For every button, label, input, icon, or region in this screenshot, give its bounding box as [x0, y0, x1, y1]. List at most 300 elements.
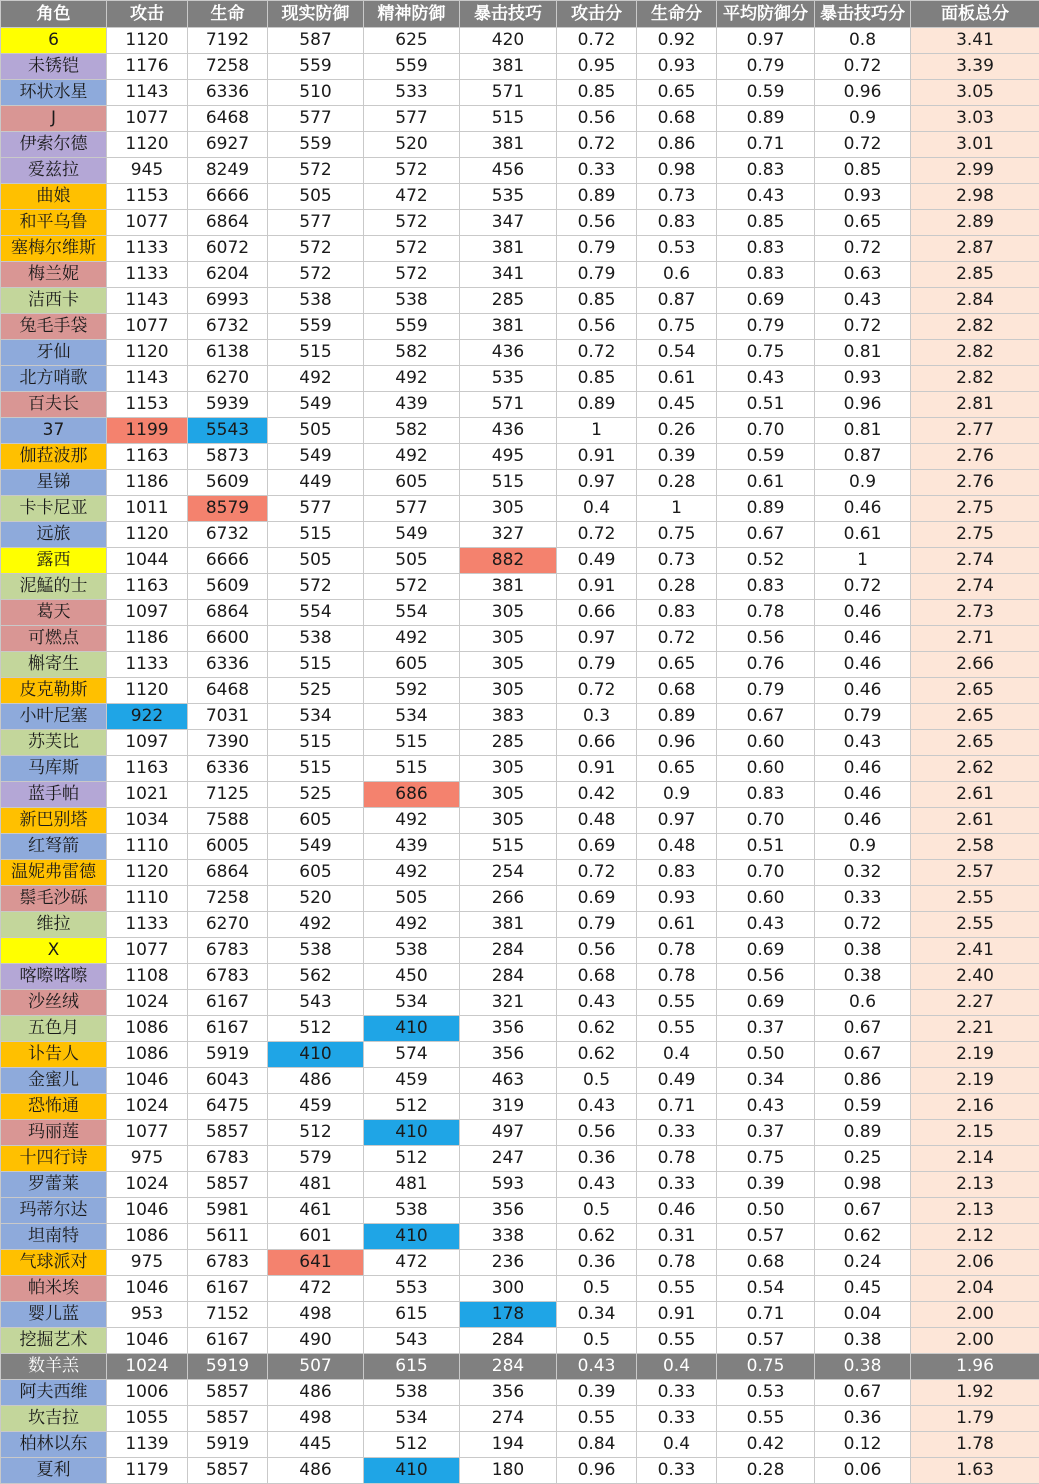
- cell-mental-def: 410: [364, 1224, 460, 1250]
- cell-hp-score: 0.33: [637, 1458, 717, 1484]
- table-row: [1, 288, 1039, 314]
- cell-attack: 1046: [107, 1068, 188, 1094]
- cell-crit-tech: 515: [460, 834, 557, 860]
- cell-crit-tech: 436: [460, 418, 557, 444]
- cell-avg-def-score: 0.76: [717, 652, 815, 678]
- cell-crit-tech: 194: [460, 1432, 557, 1458]
- cell-attack-score: 0.36: [557, 1250, 637, 1276]
- cell-hp-score: 0.61: [637, 912, 717, 938]
- cell-hp-score: 0.97: [637, 808, 717, 834]
- cell-crit-tech-score: 0.46: [815, 496, 911, 522]
- cell-hp-score: 0.87: [637, 288, 717, 314]
- cell-total-score: 2.84: [911, 288, 1039, 314]
- cell-reality-def: 641: [268, 1250, 364, 1276]
- table-row: [1, 964, 1039, 990]
- cell-hp: 7588: [188, 808, 268, 834]
- table-row: [1, 184, 1039, 210]
- cell-hp-score: 0.6: [637, 262, 717, 288]
- cell-attack: 1186: [107, 470, 188, 496]
- cell-reality-def: 505: [268, 184, 364, 210]
- cell-mental-def: 492: [364, 366, 460, 392]
- cell-attack: 1110: [107, 886, 188, 912]
- table-row: [1, 782, 1039, 808]
- cell-attack: 1097: [107, 600, 188, 626]
- cell-reality-def: 512: [268, 1120, 364, 1146]
- cell-crit-tech: 178: [460, 1302, 557, 1328]
- cell-avg-def-score: 0.69: [717, 938, 815, 964]
- cell-total-score: 3.03: [911, 106, 1039, 132]
- cell-hp-score: 0.83: [637, 860, 717, 886]
- cell-hp-score: 0.78: [637, 938, 717, 964]
- cell-crit-tech: 383: [460, 704, 557, 730]
- cell-character: 婴儿蓝: [1, 1302, 107, 1328]
- cell-hp-score: 0.28: [637, 574, 717, 600]
- cell-attack-score: 0.68: [557, 964, 637, 990]
- cell-hp-score: 0.28: [637, 470, 717, 496]
- cell-total-score: 2.61: [911, 808, 1039, 834]
- cell-crit-tech: 381: [460, 236, 557, 262]
- cell-crit-tech: 338: [460, 1224, 557, 1250]
- cell-total-score: 2.61: [911, 782, 1039, 808]
- cell-mental-def: 512: [364, 1146, 460, 1172]
- cell-mental-def: 512: [364, 1432, 460, 1458]
- cell-attack-score: 0.89: [557, 184, 637, 210]
- cell-crit-tech: 284: [460, 1354, 557, 1380]
- cell-attack: 1086: [107, 1224, 188, 1250]
- cell-hp: 6270: [188, 912, 268, 938]
- cell-hp: 6993: [188, 288, 268, 314]
- cell-crit-tech: 341: [460, 262, 557, 288]
- table-row: [1, 600, 1039, 626]
- cell-crit-tech-score: 0.93: [815, 366, 911, 392]
- cell-total-score: 2.13: [911, 1198, 1039, 1224]
- cell-character: 玛丽莲: [1, 1120, 107, 1146]
- cell-crit-tech: 356: [460, 1042, 557, 1068]
- cell-mental-def: 538: [364, 1198, 460, 1224]
- table-row: [1, 496, 1039, 522]
- cell-hp-score: 0.92: [637, 28, 717, 54]
- cell-hp-score: 0.33: [637, 1172, 717, 1198]
- header-reality-def: 现实防御: [268, 1, 364, 28]
- table-row: [1, 1224, 1039, 1250]
- cell-crit-tech: 305: [460, 626, 557, 652]
- cell-crit-tech: 456: [460, 158, 557, 184]
- cell-hp: 5611: [188, 1224, 268, 1250]
- cell-crit-tech: 254: [460, 860, 557, 886]
- cell-hp: 6783: [188, 1146, 268, 1172]
- cell-crit-tech-score: 0.04: [815, 1302, 911, 1328]
- cell-attack: 1024: [107, 990, 188, 1016]
- cell-crit-tech-score: 0.45: [815, 1276, 911, 1302]
- table-row: [1, 1458, 1039, 1484]
- cell-crit-tech: 284: [460, 938, 557, 964]
- cell-avg-def-score: 0.75: [717, 340, 815, 366]
- cell-hp-score: 0.83: [637, 600, 717, 626]
- cell-hp: 5609: [188, 574, 268, 600]
- cell-character: 槲寄生: [1, 652, 107, 678]
- cell-crit-tech: 305: [460, 808, 557, 834]
- cell-crit-tech: 284: [460, 1328, 557, 1354]
- cell-crit-tech: 247: [460, 1146, 557, 1172]
- table-row: [1, 340, 1039, 366]
- table-row: [1, 236, 1039, 262]
- table-row: [1, 1406, 1039, 1432]
- cell-attack: 975: [107, 1146, 188, 1172]
- cell-crit-tech: 356: [460, 1198, 557, 1224]
- cell-avg-def-score: 0.89: [717, 496, 815, 522]
- cell-crit-tech-score: 0.43: [815, 288, 911, 314]
- cell-hp: 6204: [188, 262, 268, 288]
- cell-attack: 1143: [107, 288, 188, 314]
- cell-avg-def-score: 0.50: [717, 1198, 815, 1224]
- cell-character: 维拉: [1, 912, 107, 938]
- cell-hp: 5919: [188, 1354, 268, 1380]
- table-row: [1, 1198, 1039, 1224]
- cell-mental-def: 538: [364, 1380, 460, 1406]
- cell-hp: 5919: [188, 1432, 268, 1458]
- table-row: [1, 652, 1039, 678]
- cell-reality-def: 515: [268, 340, 364, 366]
- cell-crit-tech: 305: [460, 600, 557, 626]
- cell-crit-tech-score: 0.9: [815, 106, 911, 132]
- cell-hp: 6927: [188, 132, 268, 158]
- cell-avg-def-score: 0.75: [717, 1354, 815, 1380]
- cell-reality-def: 601: [268, 1224, 364, 1250]
- cell-avg-def-score: 0.53: [717, 1380, 815, 1406]
- table-row: [1, 444, 1039, 470]
- cell-avg-def-score: 0.97: [717, 28, 815, 54]
- cell-hp: 6783: [188, 1250, 268, 1276]
- cell-hp: 6072: [188, 236, 268, 262]
- header-row: [1, 1, 1039, 28]
- cell-mental-def: 686: [364, 782, 460, 808]
- cell-crit-tech: 381: [460, 314, 557, 340]
- table-row: [1, 470, 1039, 496]
- cell-attack: 1011: [107, 496, 188, 522]
- cell-total-score: 2.75: [911, 496, 1039, 522]
- cell-crit-tech: 321: [460, 990, 557, 1016]
- cell-character: 苏芙比: [1, 730, 107, 756]
- cell-attack: 1186: [107, 626, 188, 652]
- cell-reality-def: 410: [268, 1042, 364, 1068]
- cell-hp: 6475: [188, 1094, 268, 1120]
- cell-hp-score: 0.33: [637, 1120, 717, 1146]
- cell-crit-tech-score: 0.72: [815, 236, 911, 262]
- cell-hp: 6167: [188, 1016, 268, 1042]
- cell-avg-def-score: 0.75: [717, 1146, 815, 1172]
- table-row: [1, 756, 1039, 782]
- cell-hp: 8249: [188, 158, 268, 184]
- cell-hp-score: 0.75: [637, 314, 717, 340]
- cell-total-score: 2.89: [911, 210, 1039, 236]
- cell-reality-def: 605: [268, 860, 364, 886]
- cell-hp: 5609: [188, 470, 268, 496]
- cell-crit-tech-score: 0.61: [815, 522, 911, 548]
- cell-hp-score: 0.93: [637, 886, 717, 912]
- cell-avg-def-score: 0.83: [717, 158, 815, 184]
- cell-attack: 1120: [107, 522, 188, 548]
- cell-total-score: 2.85: [911, 262, 1039, 288]
- cell-hp-score: 0.48: [637, 834, 717, 860]
- cell-character: 北方哨歌: [1, 366, 107, 392]
- cell-total-score: 2.55: [911, 912, 1039, 938]
- table-row: [1, 1380, 1039, 1406]
- cell-avg-def-score: 0.54: [717, 1276, 815, 1302]
- cell-character: 百夫长: [1, 392, 107, 418]
- cell-reality-def: 559: [268, 314, 364, 340]
- cell-crit-tech-score: 0.59: [815, 1094, 911, 1120]
- cell-mental-def: 472: [364, 1250, 460, 1276]
- cell-crit-tech: 463: [460, 1068, 557, 1094]
- cell-crit-tech-score: 0.38: [815, 1354, 911, 1380]
- cell-attack: 1163: [107, 444, 188, 470]
- cell-crit-tech-score: 0.46: [815, 600, 911, 626]
- cell-avg-def-score: 0.85: [717, 210, 815, 236]
- cell-hp: 6043: [188, 1068, 268, 1094]
- cell-reality-def: 579: [268, 1146, 364, 1172]
- cell-crit-tech-score: 1: [815, 548, 911, 574]
- cell-character: 气球派对: [1, 1250, 107, 1276]
- cell-total-score: 2.76: [911, 470, 1039, 496]
- cell-mental-def: 572: [364, 158, 460, 184]
- cell-character: 泥鯭的士: [1, 574, 107, 600]
- cell-crit-tech: 180: [460, 1458, 557, 1484]
- cell-attack: 1153: [107, 184, 188, 210]
- cell-hp: 5939: [188, 392, 268, 418]
- cell-character: 新巴别塔: [1, 808, 107, 834]
- cell-crit-tech-score: 0.81: [815, 340, 911, 366]
- cell-total-score: 2.57: [911, 860, 1039, 886]
- cell-attack: 1120: [107, 28, 188, 54]
- cell-attack-score: 0.72: [557, 28, 637, 54]
- cell-attack: 1077: [107, 314, 188, 340]
- cell-mental-def: 534: [364, 704, 460, 730]
- table-row: [1, 28, 1039, 54]
- cell-crit-tech-score: 0.46: [815, 756, 911, 782]
- cell-hp: 6468: [188, 106, 268, 132]
- cell-total-score: 2.75: [911, 522, 1039, 548]
- cell-attack: 1021: [107, 782, 188, 808]
- header-total-score: 面板总分: [911, 1, 1039, 28]
- cell-attack: 1097: [107, 730, 188, 756]
- cell-attack: 1006: [107, 1380, 188, 1406]
- cell-avg-def-score: 0.83: [717, 574, 815, 600]
- cell-attack: 1163: [107, 756, 188, 782]
- cell-avg-def-score: 0.43: [717, 184, 815, 210]
- cell-attack-score: 0.39: [557, 1380, 637, 1406]
- cell-attack-score: 0.34: [557, 1302, 637, 1328]
- cell-attack-score: 0.3: [557, 704, 637, 730]
- cell-character: 环状水星: [1, 80, 107, 106]
- cell-total-score: 2.82: [911, 340, 1039, 366]
- cell-hp-score: 0.49: [637, 1068, 717, 1094]
- cell-character: 温妮弗雷德: [1, 860, 107, 886]
- cell-total-score: 2.19: [911, 1042, 1039, 1068]
- cell-attack: 1133: [107, 652, 188, 678]
- cell-mental-def: 605: [364, 652, 460, 678]
- cell-crit-tech: 571: [460, 392, 557, 418]
- cell-mental-def: 459: [364, 1068, 460, 1094]
- cell-crit-tech-score: 0.85: [815, 158, 911, 184]
- cell-attack-score: 0.4: [557, 496, 637, 522]
- cell-hp: 6666: [188, 548, 268, 574]
- cell-crit-tech: 274: [460, 1406, 557, 1432]
- cell-reality-def: 481: [268, 1172, 364, 1198]
- cell-crit-tech: 495: [460, 444, 557, 470]
- cell-attack-score: 0.43: [557, 1172, 637, 1198]
- cell-character: 金蜜儿: [1, 1068, 107, 1094]
- cell-reality-def: 572: [268, 236, 364, 262]
- cell-total-score: 1.79: [911, 1406, 1039, 1432]
- cell-crit-tech: 381: [460, 912, 557, 938]
- cell-crit-tech: 347: [460, 210, 557, 236]
- cell-reality-def: 486: [268, 1458, 364, 1484]
- cell-crit-tech-score: 0.67: [815, 1380, 911, 1406]
- cell-crit-tech-score: 0.36: [815, 1406, 911, 1432]
- cell-total-score: 2.74: [911, 574, 1039, 600]
- cell-reality-def: 525: [268, 782, 364, 808]
- cell-crit-tech-score: 0.96: [815, 392, 911, 418]
- cell-total-score: 2.55: [911, 886, 1039, 912]
- cell-crit-tech-score: 0.72: [815, 132, 911, 158]
- cell-attack-score: 0.62: [557, 1042, 637, 1068]
- cell-hp-score: 0.75: [637, 522, 717, 548]
- cell-attack: 953: [107, 1302, 188, 1328]
- cell-hp-score: 0.78: [637, 1146, 717, 1172]
- cell-attack: 1199: [107, 418, 188, 444]
- cell-total-score: 2.12: [911, 1224, 1039, 1250]
- cell-attack-score: 0.5: [557, 1198, 637, 1224]
- cell-avg-def-score: 0.79: [717, 54, 815, 80]
- cell-crit-tech-score: 0.43: [815, 730, 911, 756]
- cell-reality-def: 490: [268, 1328, 364, 1354]
- cell-character: X: [1, 938, 107, 964]
- cell-attack-score: 0.72: [557, 678, 637, 704]
- cell-total-score: 1.96: [911, 1354, 1039, 1380]
- cell-crit-tech: 266: [460, 886, 557, 912]
- cell-mental-def: 512: [364, 1094, 460, 1120]
- cell-attack-score: 0.72: [557, 522, 637, 548]
- cell-avg-def-score: 0.43: [717, 366, 815, 392]
- cell-crit-tech: 515: [460, 470, 557, 496]
- cell-reality-def: 515: [268, 522, 364, 548]
- cell-character: 柏林以东: [1, 1432, 107, 1458]
- cell-attack-score: 0.66: [557, 600, 637, 626]
- header-attack: 攻击: [107, 1, 188, 28]
- cell-reality-def: 507: [268, 1354, 364, 1380]
- cell-hp-score: 0.33: [637, 1380, 717, 1406]
- cell-attack-score: 0.43: [557, 990, 637, 1016]
- cell-avg-def-score: 0.51: [717, 834, 815, 860]
- cell-total-score: 2.77: [911, 418, 1039, 444]
- cell-total-score: 3.01: [911, 132, 1039, 158]
- cell-mental-def: 592: [364, 678, 460, 704]
- cell-avg-def-score: 0.56: [717, 626, 815, 652]
- cell-total-score: 2.81: [911, 392, 1039, 418]
- cell-mental-def: 472: [364, 184, 460, 210]
- cell-mental-def: 410: [364, 1120, 460, 1146]
- cell-hp-score: 0.26: [637, 418, 717, 444]
- cell-avg-def-score: 0.70: [717, 808, 815, 834]
- cell-total-score: 2.65: [911, 730, 1039, 756]
- cell-avg-def-score: 0.59: [717, 80, 815, 106]
- cell-crit-tech-score: 0.65: [815, 210, 911, 236]
- table-row: [1, 730, 1039, 756]
- cell-attack-score: 0.95: [557, 54, 637, 80]
- cell-attack-score: 0.36: [557, 1146, 637, 1172]
- cell-avg-def-score: 0.42: [717, 1432, 815, 1458]
- cell-hp: 6167: [188, 990, 268, 1016]
- cell-attack: 945: [107, 158, 188, 184]
- cell-hp-score: 0.73: [637, 548, 717, 574]
- cell-hp-score: 0.93: [637, 54, 717, 80]
- cell-attack: 975: [107, 1250, 188, 1276]
- table-row: [1, 1250, 1039, 1276]
- cell-reality-def: 554: [268, 600, 364, 626]
- cell-character: 曲娘: [1, 184, 107, 210]
- cell-crit-tech-score: 0.96: [815, 80, 911, 106]
- cell-attack-score: 0.79: [557, 262, 637, 288]
- cell-hp: 6336: [188, 652, 268, 678]
- cell-attack-score: 0.97: [557, 470, 637, 496]
- cell-total-score: 2.73: [911, 600, 1039, 626]
- cell-hp-score: 0.55: [637, 1016, 717, 1042]
- cell-character: 星锑: [1, 470, 107, 496]
- table-row: [1, 1094, 1039, 1120]
- cell-avg-def-score: 0.69: [717, 288, 815, 314]
- cell-avg-def-score: 0.34: [717, 1068, 815, 1094]
- cell-character: 未锈铠: [1, 54, 107, 80]
- cell-crit-tech-score: 0.9: [815, 834, 911, 860]
- cell-hp-score: 0.54: [637, 340, 717, 366]
- cell-total-score: 2.19: [911, 1068, 1039, 1094]
- cell-mental-def: 559: [364, 54, 460, 80]
- cell-attack-score: 1: [557, 418, 637, 444]
- cell-avg-def-score: 0.69: [717, 990, 815, 1016]
- cell-character: 6: [1, 28, 107, 54]
- cell-character: 爱兹拉: [1, 158, 107, 184]
- cell-reality-def: 515: [268, 730, 364, 756]
- cell-hp-score: 0.4: [637, 1042, 717, 1068]
- cell-hp: 5857: [188, 1458, 268, 1484]
- cell-reality-def: 510: [268, 80, 364, 106]
- cell-mental-def: 520: [364, 132, 460, 158]
- cell-hp-score: 1: [637, 496, 717, 522]
- cell-crit-tech-score: 0.24: [815, 1250, 911, 1276]
- cell-attack: 1120: [107, 678, 188, 704]
- cell-reality-def: 587: [268, 28, 364, 54]
- cell-crit-tech-score: 0.46: [815, 626, 911, 652]
- table-row: [1, 80, 1039, 106]
- cell-hp: 6783: [188, 938, 268, 964]
- cell-avg-def-score: 0.43: [717, 1094, 815, 1120]
- cell-total-score: 1.63: [911, 1458, 1039, 1484]
- cell-crit-tech-score: 0.9: [815, 470, 911, 496]
- cell-hp-score: 0.71: [637, 1094, 717, 1120]
- cell-attack: 1086: [107, 1042, 188, 1068]
- cell-crit-tech: 284: [460, 964, 557, 990]
- cell-avg-def-score: 0.83: [717, 782, 815, 808]
- cell-total-score: 2.00: [911, 1302, 1039, 1328]
- cell-mental-def: 582: [364, 418, 460, 444]
- cell-character: 卡卡尼亚: [1, 496, 107, 522]
- cell-character: 坦南特: [1, 1224, 107, 1250]
- cell-mental-def: 574: [364, 1042, 460, 1068]
- table-row: [1, 1146, 1039, 1172]
- cell-mental-def: 481: [364, 1172, 460, 1198]
- cell-reality-def: 520: [268, 886, 364, 912]
- cell-mental-def: 549: [364, 522, 460, 548]
